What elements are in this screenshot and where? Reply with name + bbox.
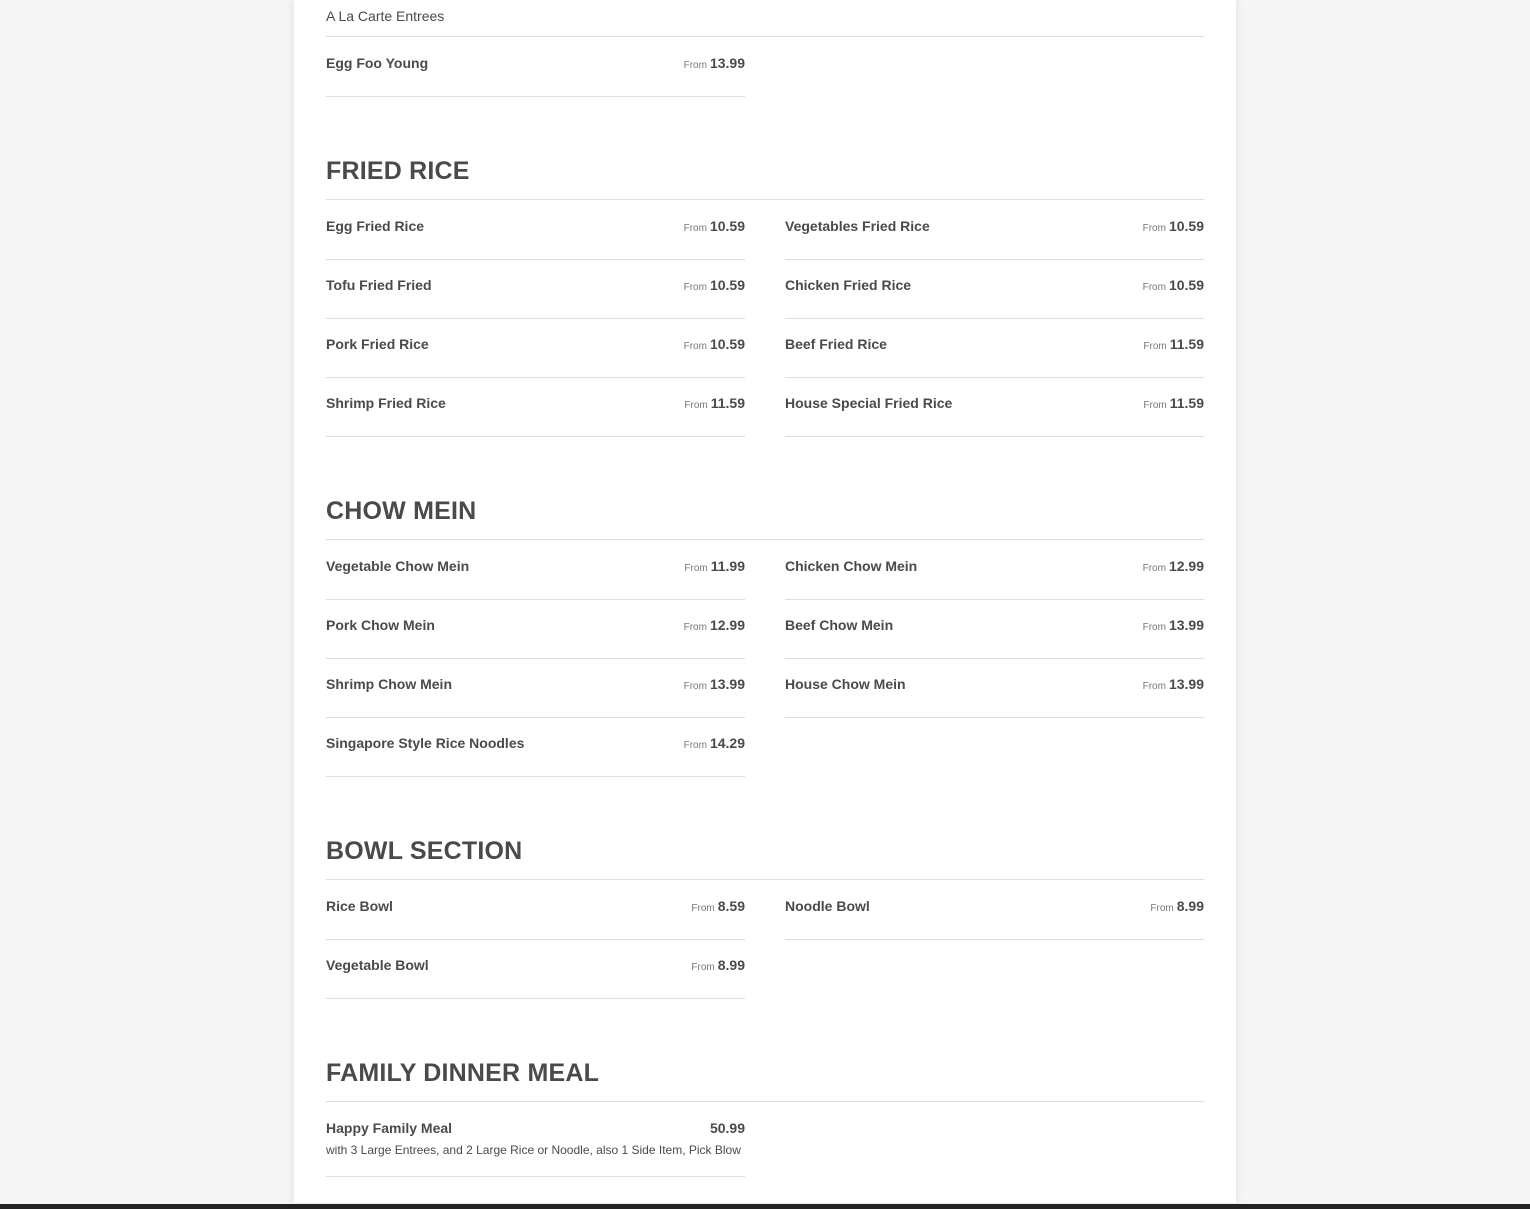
from-label: From [1142,681,1166,692]
item-divider [785,259,1204,260]
menu-item[interactable] [785,615,1204,635]
item-divider [326,377,745,378]
menu-item-name: Noodle Bowl [785,898,870,914]
item-divider [326,998,745,999]
from-label: From [683,282,707,293]
from-label: From [1143,400,1167,411]
menu-item-price: 10.59 [709,277,745,293]
menu-item[interactable] [326,896,745,916]
menu-item[interactable] [326,556,745,576]
menu-item-happy-family-meal[interactable] [326,1118,745,1158]
menu-item[interactable] [326,393,745,413]
menu-item-name: Rice Bowl [326,898,393,914]
section-divider [326,539,1204,540]
menu-item-price: 12.99 [709,617,745,633]
menu-item-egg-foo-young[interactable] [326,53,745,73]
menu-item-price: 13.99 [1168,617,1204,633]
category-subtitle: A La Carte Entrees [326,8,445,24]
menu-item-price: 8.99 [717,957,745,973]
menu-item-name: House Special Fried Rice [785,395,953,411]
item-divider [326,939,745,940]
menu-item-price: 11.59 [710,395,745,411]
item-divider [326,599,745,600]
section-title-bowl-section: BOWL SECTION [326,837,523,865]
from-label: From [683,740,707,751]
item-divider [785,318,1204,319]
menu-item-name: Egg Foo Young [326,55,429,71]
menu-item-price: 10.59 [709,218,745,234]
from-label: From [683,60,707,71]
menu-item-price: 11.59 [1169,336,1204,352]
menu-item-price: 10.59 [709,336,745,352]
menu-item[interactable] [326,733,745,753]
menu-item-name: Vegetables Fried Rice [785,218,930,234]
item-divider [326,318,745,319]
section-title-family-dinner-meal: FAMILY DINNER MEAL [326,1059,600,1087]
from-label: From [1142,282,1166,293]
menu-item[interactable] [326,334,745,354]
menu-item-name: Tofu Fried Fried [326,277,432,293]
section-divider [326,1101,1204,1102]
item-divider [326,776,745,777]
menu-item-name: Chicken Fried Rice [785,277,912,293]
from-label: From [1142,223,1166,234]
menu-item[interactable] [785,556,1204,576]
menu-item-name: House Chow Mein [785,676,906,692]
menu-item-price: 11.59 [1169,395,1204,411]
menu-item[interactable] [785,275,1204,295]
from-label: From [691,962,715,973]
from-label: From [684,563,708,574]
menu-item-name: Chicken Chow Mein [785,558,918,574]
from-label: From [683,622,707,633]
item-divider [326,717,745,718]
menu-item-price: 10.59 [1168,277,1204,293]
section-divider [326,36,1204,37]
menu-item-name: Vegetable Bowl [326,957,429,973]
item-divider [326,658,745,659]
item-divider [785,717,1204,718]
menu-item-name: Pork Fried Rice [326,336,429,352]
from-label: From [691,903,715,914]
menu-item-price: 14.29 [709,735,745,751]
menu-item[interactable] [326,615,745,635]
menu-item-price: 8.99 [1176,898,1204,914]
from-label: From [684,400,708,411]
item-divider [326,96,745,97]
from-label: From [1150,903,1174,914]
section-title-fried-rice: FRIED RICE [326,157,470,185]
menu-item[interactable] [785,393,1204,413]
section-divider [326,199,1204,200]
menu-item-price: 13.99 [709,676,745,692]
item-divider [785,658,1204,659]
from-label: From [683,681,707,692]
menu-item-price: 13.99 [1168,676,1204,692]
item-divider [785,939,1204,940]
from-label: From [1142,563,1166,574]
menu-item[interactable] [326,674,745,694]
item-divider [326,259,745,260]
item-divider [785,599,1204,600]
menu-item-name: Beef Fried Rice [785,336,887,352]
menu-item[interactable] [785,216,1204,236]
from-label: From [1143,341,1167,352]
menu-item-name: Shrimp Chow Mein [326,676,452,692]
menu-item-price: 11.99 [710,558,745,574]
bottom-bar [0,1204,1530,1209]
menu-item[interactable] [326,216,745,236]
menu-item-name: Egg Fried Rice [326,218,425,234]
item-divider [785,436,1204,437]
section-title-chow-mein: CHOW MEIN [326,497,477,525]
menu-item-name: Shrimp Fried Rice [326,395,446,411]
menu-item-name: Happy Family Meal [326,1120,453,1136]
menu-item-name: Pork Chow Mein [326,617,435,633]
menu-item[interactable] [785,674,1204,694]
section-divider [326,879,1204,880]
item-divider [785,377,1204,378]
menu-item[interactable] [785,334,1204,354]
from-label: From [1142,622,1166,633]
menu-item-price: 13.99 [709,55,745,71]
menu-item-price: 12.99 [1168,558,1204,574]
menu-item[interactable] [326,955,745,975]
menu-item-price: 8.59 [717,898,745,914]
menu-item-price: 10.59 [1168,218,1204,234]
item-divider [326,1176,745,1177]
menu-item-name: Vegetable Chow Mein [326,558,470,574]
menu-item-price: 50.99 [709,1120,745,1136]
menu-item-name: Singapore Style Rice Noodles [326,735,525,751]
menu-item-name: Beef Chow Mein [785,617,894,633]
item-divider [326,436,745,437]
menu-item[interactable] [326,275,745,295]
menu-item[interactable] [785,896,1204,916]
from-label: From [683,341,707,352]
from-label: From [683,223,707,234]
menu-item-description: with 3 Large Entrees, and 2 Large Rice or Noodle, also 1 Side Item, Pick Blow [326,1143,741,1157]
